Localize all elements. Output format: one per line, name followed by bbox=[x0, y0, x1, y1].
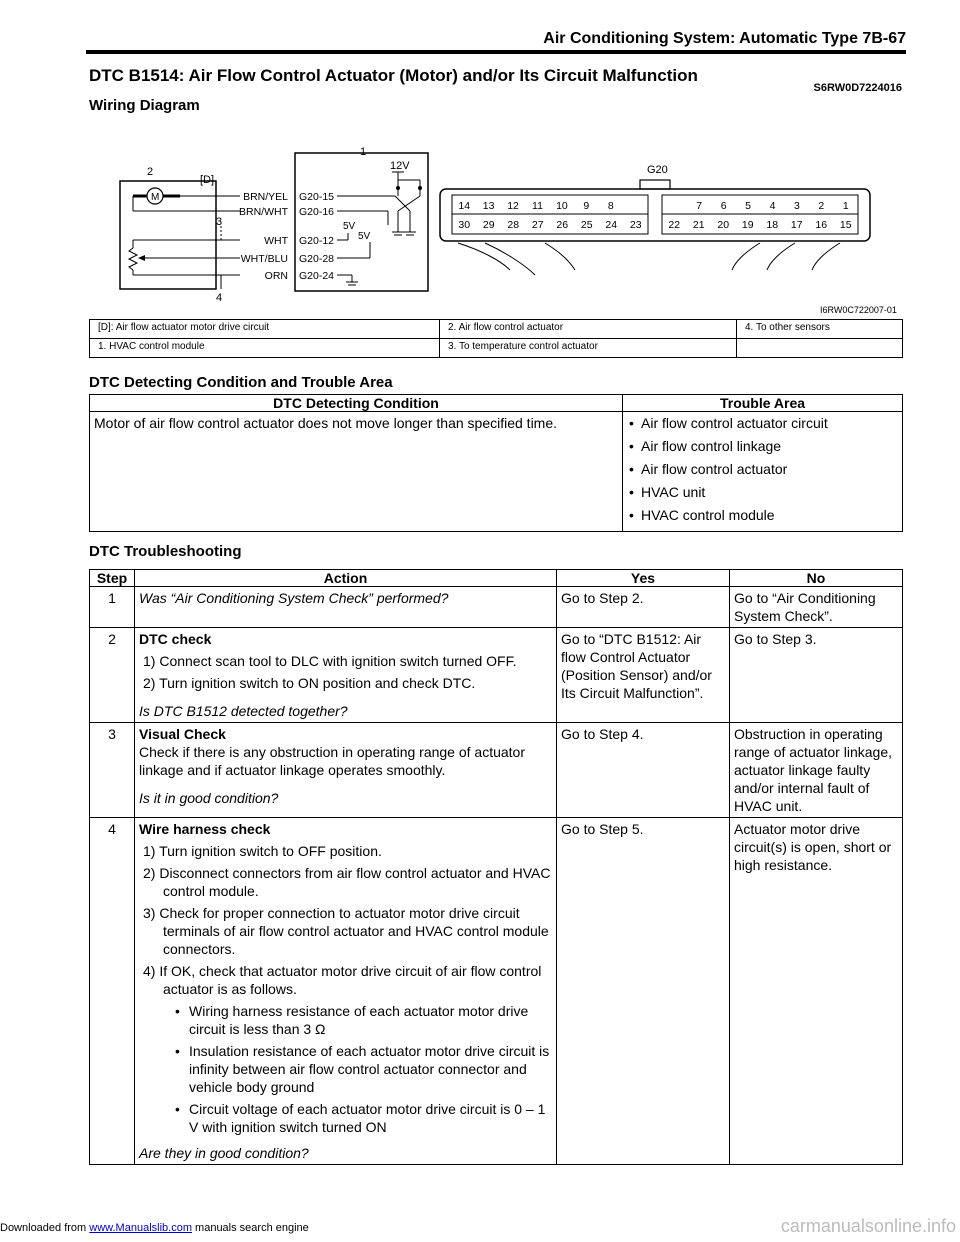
condition-table bbox=[89, 394, 903, 532]
connector-pin: 18 bbox=[766, 219, 779, 231]
col-no: No bbox=[730, 570, 903, 587]
label-3: 3 bbox=[216, 216, 223, 228]
wire-color: WHT bbox=[264, 235, 288, 247]
step-yes: Go to Step 2. bbox=[557, 587, 730, 628]
wire-pin: G20-24 bbox=[299, 270, 335, 282]
step-instruction: 2) Turn ignition switch to ON position and check DTC. bbox=[143, 675, 476, 691]
step-yes: Go to Step 4. bbox=[557, 723, 730, 818]
legend-cell: 2. Air flow control actuator bbox=[440, 320, 737, 339]
step-no: Go to “Air Conditioning System Check”. bbox=[730, 587, 903, 628]
dtc-title: DTC B1514: Air Flow Control Actuator (Motor) and/or Its Circuit Malfunction bbox=[89, 66, 698, 85]
connector-pin: 27 bbox=[531, 219, 544, 231]
manualslib-link[interactable]: www.Manualslib.com bbox=[89, 1222, 192, 1234]
image-id: I6RW0C722007-01 bbox=[820, 305, 897, 315]
table-row bbox=[90, 339, 903, 358]
connector-pin: 23 bbox=[629, 219, 642, 231]
connector-pin: 12 bbox=[507, 200, 519, 212]
connector-pin: 26 bbox=[556, 219, 569, 231]
connector-pin: 3 bbox=[794, 200, 800, 212]
wire-color: ORN bbox=[264, 270, 288, 282]
col-condition: DTC Detecting Condition bbox=[90, 395, 623, 412]
label-4: 4 bbox=[216, 292, 223, 304]
step-question: Are they in good condition? bbox=[139, 1145, 309, 1161]
legend-cell bbox=[737, 339, 903, 358]
connector-pin: 25 bbox=[580, 219, 593, 231]
list-item: • HVAC unit bbox=[627, 483, 898, 501]
connector-pin: 4 bbox=[769, 200, 776, 212]
step-question: Is DTC B1512 detected together? bbox=[139, 703, 348, 719]
connector-pin: 10 bbox=[556, 200, 568, 212]
step-number: 1 bbox=[90, 587, 135, 628]
connector-pin: 28 bbox=[507, 219, 520, 231]
connector-pin: 6 bbox=[720, 200, 727, 212]
step-question: Was “Air Conditioning System Check” performed? bbox=[135, 587, 557, 628]
connector-pin: 11 bbox=[532, 200, 543, 212]
step-no: Actuator motor drive circuit(s) is open, short or high resistance. bbox=[730, 818, 903, 1165]
footer-source bbox=[0, 1222, 309, 1234]
connector-pin: 9 bbox=[583, 200, 590, 212]
step-yes: Go to “DTC B1512: Air flow Control Actuator (Position Sensor) and/or Its Circuit Malfunction”. bbox=[557, 628, 730, 723]
step-instruction: 3) Check for proper connection to actuator motor drive circuit terminals of air flow control actuator and HVAC control module connectors. bbox=[143, 905, 549, 957]
wire-pin: G20-15 bbox=[299, 191, 335, 203]
legend-cell: 4. To other sensors bbox=[737, 320, 903, 339]
connector-pin: 1 bbox=[842, 200, 849, 212]
label-d: [D] bbox=[200, 174, 215, 186]
condition-heading: DTC Detecting Condition and Trouble Area bbox=[89, 374, 393, 391]
step-yes: Go to Step 5. bbox=[557, 818, 730, 1165]
motor-label: M bbox=[151, 192, 160, 203]
step-number: 4 bbox=[90, 818, 135, 1165]
connector-pin: 13 bbox=[482, 200, 495, 212]
step-question: Is it in good condition? bbox=[139, 790, 279, 806]
wire-color: BRN/YEL bbox=[243, 191, 288, 203]
connector-pin: 2 bbox=[818, 200, 825, 212]
list-item: • HVAC control module bbox=[627, 506, 898, 524]
table-row bbox=[90, 320, 903, 339]
list-item: • Air flow control actuator bbox=[627, 460, 898, 478]
col-yes: Yes bbox=[557, 570, 730, 587]
condition-text: Motor of air flow control actuator does not move longer than specified time. bbox=[90, 412, 623, 532]
step-bullet: • Wiring harness resistance of each actuator motor drive circuit is less than 3 Ω bbox=[175, 1002, 552, 1038]
connector-pin: 14 bbox=[458, 200, 471, 212]
footer-suffix: manuals search engine bbox=[191, 1222, 309, 1234]
step-title: DTC check bbox=[139, 631, 212, 647]
label-2: 2 bbox=[147, 166, 154, 178]
step-instruction: 4) If OK, check that actuator motor drive circuit of air flow control actuator is as follows. bbox=[143, 963, 542, 997]
step-instruction: 2) Disconnect connectors from air flow control actuator and HVAC control module. bbox=[143, 865, 551, 899]
connector-g20 bbox=[440, 189, 870, 241]
step-instruction: 1) Connect scan tool to DLC with ignition switch turned OFF. bbox=[143, 653, 517, 669]
legend-cell: 1. HVAC control module bbox=[90, 339, 440, 358]
connector-pin: 24 bbox=[605, 219, 618, 231]
table-header-row bbox=[90, 395, 903, 412]
step-title: Visual Check bbox=[139, 726, 226, 742]
connector-pin: 15 bbox=[839, 219, 852, 231]
wire-pin: G20-12 bbox=[299, 235, 335, 247]
col-trouble-area: Trouble Area bbox=[623, 395, 903, 412]
col-action: Action bbox=[135, 570, 557, 587]
wire-pin: G20-16 bbox=[299, 206, 335, 218]
step-bullet: • Insulation resistance of each actuator motor drive circuit is infinity between air flow control actuator connector and vehicle body ground bbox=[175, 1042, 552, 1096]
table-row bbox=[90, 628, 903, 723]
page-header-title: Air Conditioning System: Automatic Type 7B-67 bbox=[543, 30, 906, 47]
watermark: carmanualsonline.info bbox=[780, 1216, 956, 1236]
table-row bbox=[90, 587, 903, 628]
legend-cell: [D]: Air flow actuator motor drive circuit bbox=[90, 320, 440, 339]
legend-cell: 3. To temperature control actuator bbox=[440, 339, 737, 358]
label-5v-b: 5V bbox=[358, 231, 371, 242]
connector-pin: 16 bbox=[815, 219, 828, 231]
troubleshooting-heading: DTC Troubleshooting bbox=[89, 543, 242, 560]
wire-pin: G20-28 bbox=[299, 253, 335, 265]
label-12v: 12V bbox=[390, 160, 410, 172]
list-item: • Air flow control actuator circuit bbox=[627, 414, 898, 432]
table-header-row bbox=[90, 570, 903, 587]
connector-pin: 19 bbox=[741, 219, 754, 231]
wire-color: WHT/BLU bbox=[240, 253, 288, 265]
connector-pin: 30 bbox=[458, 219, 471, 231]
dtc-code: S6RW0D7224016 bbox=[813, 82, 902, 94]
connector-pin: 8 bbox=[607, 200, 614, 212]
connector-pin: 5 bbox=[745, 200, 751, 212]
step-no: Go to Step 3. bbox=[730, 628, 903, 723]
connector-pin: 22 bbox=[668, 219, 681, 231]
table-row bbox=[90, 818, 903, 1165]
table-row bbox=[90, 412, 903, 532]
list-item: • Air flow control linkage bbox=[627, 437, 898, 455]
connector-label: G20 bbox=[647, 164, 668, 176]
step-instruction: Check if there is any obstruction in operating range of actuator linkage and if actuator linkage operates smoothly. bbox=[139, 744, 525, 778]
label-1: 1 bbox=[360, 146, 367, 158]
connector-pin: 29 bbox=[482, 219, 495, 231]
troubleshooting-table bbox=[89, 569, 903, 1165]
step-bullet: • Circuit voltage of each actuator motor drive circuit is 0 – 1 V with ignition switch turned ON bbox=[175, 1100, 552, 1136]
step-title: Wire harness check bbox=[139, 821, 271, 837]
col-step: Step bbox=[90, 570, 135, 587]
step-number: 3 bbox=[90, 723, 135, 818]
footer-prefix: Downloaded from bbox=[0, 1222, 90, 1234]
label-5v-a: 5V bbox=[343, 221, 356, 232]
trouble-area-list bbox=[627, 414, 898, 524]
wiring-diagram bbox=[0, 0, 960, 320]
step-instruction: 1) Turn ignition switch to OFF position. bbox=[143, 843, 382, 859]
connector-pin: 7 bbox=[696, 200, 703, 212]
legend-table bbox=[89, 319, 903, 358]
wiring-heading: Wiring Diagram bbox=[89, 97, 200, 114]
wire-color: BRN/WHT bbox=[239, 206, 288, 218]
step-no: Obstruction in operating range of actuator linkage, actuator linkage faulty and/or internal fault of HVAC unit. bbox=[730, 723, 903, 818]
connector-pin: 17 bbox=[790, 219, 803, 231]
connector-pin: 20 bbox=[717, 219, 730, 231]
step-number: 2 bbox=[90, 628, 135, 723]
connector-pin: 21 bbox=[692, 219, 705, 231]
table-row bbox=[90, 723, 903, 818]
